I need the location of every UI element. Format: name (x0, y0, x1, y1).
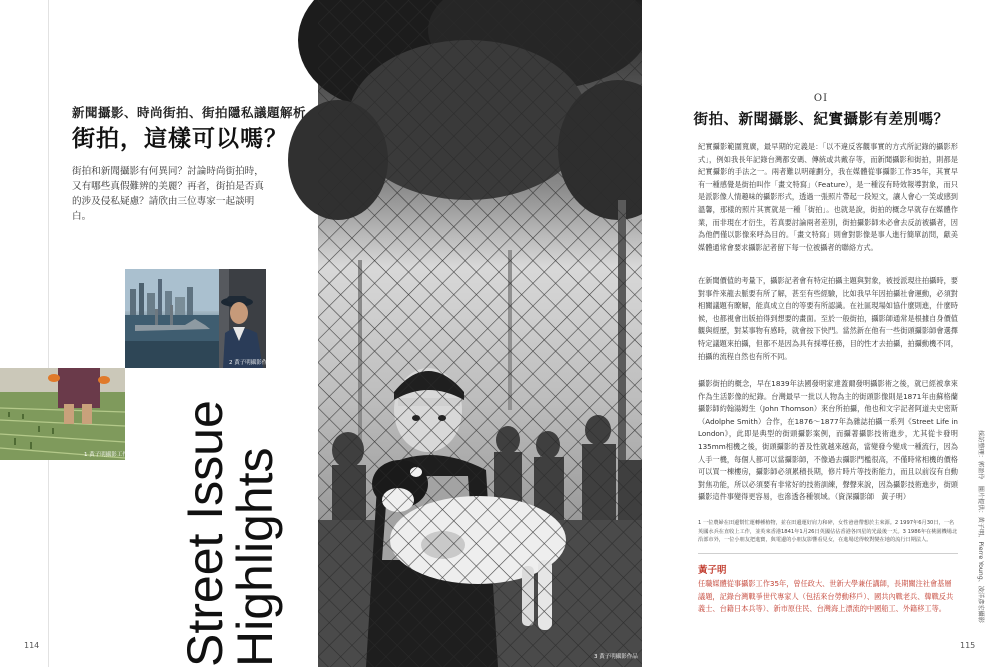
body-paragraph-1: 紀實攝影範圍寬廣，最早期的定義是：「以不違反客觀事實的方式所記錄的攝影形式」，例如我長年記錄台灣都安碼、傳統或共戴存等，而新聞攝影和街拍，則都是紀實攝影的手法之一。兩者難以明確劃分，我在媒體從事攝影工作35年，其實早有一種感覺是街拍叫作「畫文特寫」（Feature），是一種沒有時效報導對象，而只是派影像人情趣味的攝影形式，透過一張照片帶起一段短文，讓人會心一笑或感到溫馨，那樣的照片其實就是一種「街拍」。也就是說，街拍的概念早就存在媒體作業，而非現在才衍生，若真要討論兩者差別，街拍攝影師未必會去反訪被攝者，因為他們僅以影像來呼為目的。「畫文特寫」則會對影像是事人進行簡單訪問，獻美媒體通常會要求攝影記者留下每一位被攝者的聯絡方式。 (698, 142, 958, 252)
author-name: 黃子明 (698, 565, 727, 576)
photo-rice-field (0, 368, 128, 460)
photo-caption-3: 3 黃子明攝影作品 (594, 654, 638, 660)
author-divider (698, 553, 958, 554)
photo-caption-1: 1 黃子明攝影工作 (84, 452, 128, 458)
body-paragraph-3: 攝影街拍的概念，早在1839年法國發明家達蓋爾發明攝影術之後，就已經被拿來作為生活影像的紀錄。台灣最早一批以人物為主的街頭影像則是1871年由蘇格蘭攝影師約翰湯姆生（John Thomson）來台所拍攝，他也和文字記者阿道夫史密斯（Adolphe Smith）合作，在1876～1877年為雜誌拍攝一系列《Street Life in London》，此即是典型的街頭攝影案例，而攝著攝影技術進步，尤其從卡發明135mm相機之後，街頭攝影的普及性就越來越高，當變發今變成一種流行，因為人手一機，每個人都可以當攝影師，不像過去攝影門檻很高，不僅時常相機的價格可以買一棟樓房，攝影師必須累積長期，修片時片等技術能力，而且以前沒有自動對焦功能，所以必須要有非常好的技術訓練，聲聲來說，因為攝影技術進步，街頭攝影這件事變得更容易，也滲透各種領域。（資深攝影師 黃子明） (698, 379, 958, 502)
page-rule (48, 0, 49, 667)
vertical-title-line1: Street Issue (177, 400, 233, 667)
author-bio: 任職媒體從事攝影工作35年，曾任政大、世新大學兼任講師，長期關注社會基層議題，記錄台灣戰爭世代專家人（包括來台勞動移戶）、國共內戰老兵、韓戰反共義士、台籍日本兵等）、新市原住民、台灣海上漂流的中國船工、外籍移工等。 (698, 579, 954, 614)
section-number: OI (813, 93, 829, 104)
side-credit-text: 採訪整理：郭盈伶 圖片提供：黃子明、Pierre Young、凌洋彥宏攝影 (977, 430, 984, 623)
side-credit (976, 430, 988, 623)
body-paragraph-2: 在新聞價值的考量下，攝影記者會有特定拍攝主題與對象，被授派現往拍攝時，要對事件來龍去脈要有所了解，甚至有些經驗，比如我早年因拍攝社會運動，必須對相關議題有瞭解，能真成立自的等要有所認識。在社區現場如協什麼則進，什麼時候，也都視會出版拍得到想要的畫面。至於一般街拍，攝影師通常是根據自身價值觀與經歷，對某事物有感時，就會按下快門。當然新在他有一些街頭攝影師會選擇特定議題來拍攝，但都不是因為具有採導任務，目的性才去拍攝，拍攝動機不同，拍攝的流程自然也有所不同。 (698, 276, 958, 361)
right-page (642, 0, 1000, 667)
photo-boy-with-dog (318, 0, 642, 667)
vertical-title (170, 400, 290, 667)
article-title: 街拍，這樣可以嗎？ (72, 125, 288, 152)
photo-caption-2: 2 黃子明攝影作品 (229, 360, 273, 366)
page-number-right: 115 (960, 641, 976, 650)
section-title: 街拍、新聞攝影、紀實攝影有差別嗎？ (693, 111, 949, 128)
article-intro: 街拍和新聞攝影有何異同？討論時尚街拍時，又有哪些真假難辨的美麗？再者，街拍是否真的涉及侵私疑慮？請欣由三位專家一起談明白。 (72, 166, 264, 222)
photo-harbor-sailor (125, 269, 273, 368)
article-subtitle: 新聞攝影、時尚街拍、街拍隱私議題解析 (72, 105, 307, 120)
vertical-title-line2: Highlights (227, 447, 283, 667)
left-page (0, 0, 318, 667)
photo-footnotes: 1 一位農婦在田邊幫忙運轉種植物，並在田邊運好肩力和碎，女性爸爸帶想於主來源。2 1997年6月30日，一名英國水兵在直收上工作，並英來香港1841年1月26日英國佔佔香港各四星的光最後一天。3 1986年在桃園機場北沿部市外，一位小朋友把進寶，與電邊的小朋友影響看見女，在進場送得較對變在地的流行日期法人。 (698, 520, 958, 544)
page-number-left: 114 (24, 641, 40, 650)
